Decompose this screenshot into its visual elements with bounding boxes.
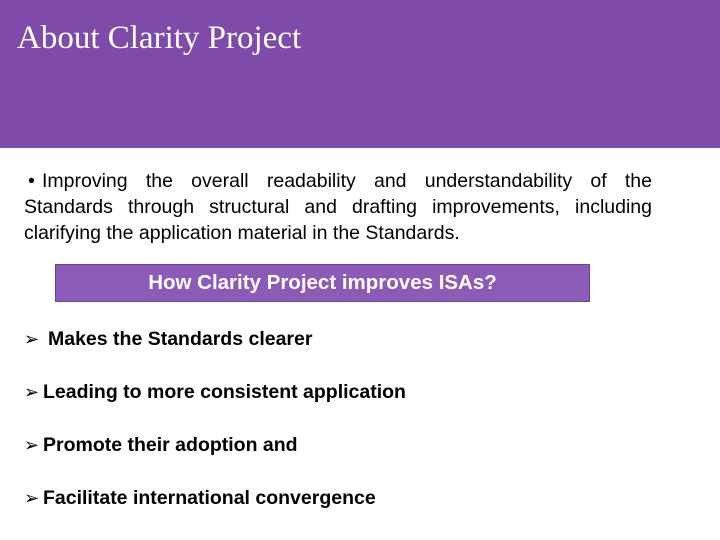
list-item bbox=[24, 481, 406, 516]
arrow-bullet-icon: ➢ bbox=[24, 382, 40, 403]
benefit-list bbox=[24, 322, 406, 534]
list-item-label: Facilitate international convergence bbox=[43, 487, 376, 509]
question-text: How Clarity Project improves ISAs? bbox=[148, 271, 497, 294]
intro-paragraph bbox=[24, 168, 652, 246]
arrow-bullet-icon: ➢ bbox=[24, 435, 40, 456]
list-item bbox=[24, 322, 406, 357]
bullet-icon: • bbox=[28, 170, 35, 192]
question-callout bbox=[55, 264, 590, 302]
list-item-label: Leading to more consistent application bbox=[43, 381, 406, 403]
arrow-bullet-icon: ➢ bbox=[24, 488, 40, 509]
list-item-label: Makes the Standards clearer bbox=[48, 328, 313, 350]
slide-title: About Clarity Project bbox=[17, 20, 302, 56]
arrow-bullet-icon: ➢ bbox=[24, 329, 40, 350]
list-item bbox=[24, 428, 406, 463]
intro-text: Improving the overall readability and understandability of the Standards through structural and drafting improvements, including clarifying the application material in the Standards. bbox=[24, 170, 652, 244]
list-item bbox=[24, 375, 406, 410]
title-banner bbox=[0, 0, 720, 148]
list-item-label: Promote their adoption and bbox=[43, 434, 298, 456]
